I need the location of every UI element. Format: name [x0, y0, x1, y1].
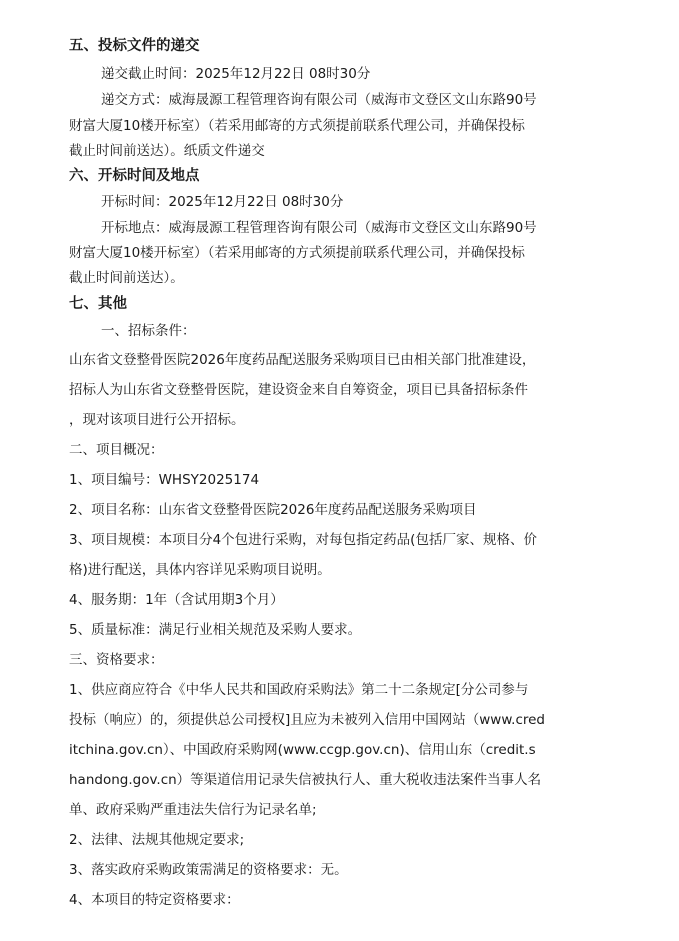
- qualification-title: 三、资格要求：: [69, 652, 164, 668]
- overview-item-1: 1、项目编号：WHSY2025174: [69, 472, 260, 488]
- qualification-1-line-3: itchina.gov.cn）、中国政府采购网(www.ccgp.gov.cn)、信用山东（credit.s: [69, 742, 536, 758]
- conditions-line-2: 招标人为山东省文登整骨医院，建设资金来自自筹资金，项目已具备招标条件: [69, 382, 528, 398]
- section-5-heading: 五、投标文件的递交: [69, 38, 200, 54]
- overview-item-4: 4、服务期：1年（含试用期3个月）: [69, 592, 284, 608]
- submission-deadline: 递交截止时间：2025年12月22日 08时30分: [101, 66, 371, 82]
- overview-item-2: 2、项目名称：山东省文登整骨医院2026年度药品配送服务采购项目: [69, 502, 477, 518]
- section-6-heading: 六、开标时间及地点: [69, 168, 200, 184]
- submission-method-line-1: 递交方式：威海晟源工程管理咨询有限公司（威海市文登区文山东路90号: [101, 92, 537, 108]
- overview-title: 二、项目概况：: [69, 442, 164, 458]
- conditions-line-3: ，现对该项目进行公开招标。: [69, 412, 245, 428]
- submission-method-line-3: 截止时间前送达）。纸质文件递交: [69, 143, 265, 159]
- qualification-1-line-2: 投标（响应）的，须提供总公司授权]且应为未被列入信用中国网站（www.cred: [69, 712, 545, 728]
- conditions-title: 一、招标条件：: [101, 323, 196, 339]
- opening-place-line-2: 财富大厦10楼开标室）（若采用邮寄的方式须提前联系代理公司，并确保投标: [69, 245, 525, 261]
- qualification-4: 4、本项目的特定资格要求：: [69, 892, 240, 908]
- qualification-3: 3、落实政府采购政策需满足的资格要求：无。: [69, 862, 348, 878]
- section-7-heading: 七、其他: [69, 296, 127, 312]
- opening-place-line-1: 开标地点：威海晟源工程管理咨询有限公司（威海市文登区文山东路90号: [101, 220, 537, 236]
- overview-item-5: 5、质量标准：满足行业相关规范及采购人要求。: [69, 622, 362, 638]
- overview-item-3-line-2: 格)进行配送，具体内容详见采购项目说明。: [69, 562, 331, 578]
- submission-method-line-2: 财富大厦10楼开标室）（若采用邮寄的方式须提前联系代理公司，并确保投标: [69, 118, 525, 134]
- qualification-2: 2、法律、法规其他规定要求;: [69, 832, 245, 848]
- qualification-1-line-5: 单、政府采购严重违法失信行为记录名单;: [69, 802, 317, 818]
- qualification-1-line-4: handong.gov.cn）等渠道信用记录失信被执行人、重大税收违法案件当事人名: [69, 772, 542, 788]
- opening-place-line-3: 截止时间前送达）。: [69, 270, 184, 286]
- conditions-line-1: 山东省文登整骨医院2026年度药品配送服务采购项目已由相关部门批准建设，: [69, 352, 536, 368]
- qualification-1-line-1: 1、供应商应符合《中华人民共和国政府采购法》第二十二条规定[分公司参与: [69, 682, 529, 698]
- opening-time: 开标时间：2025年12月22日 08时30分: [101, 194, 344, 210]
- overview-item-3-line-1: 3、项目规模：本项目分4个包进行采购，对每包指定药品(包括厂家、规格、价: [69, 532, 537, 548]
